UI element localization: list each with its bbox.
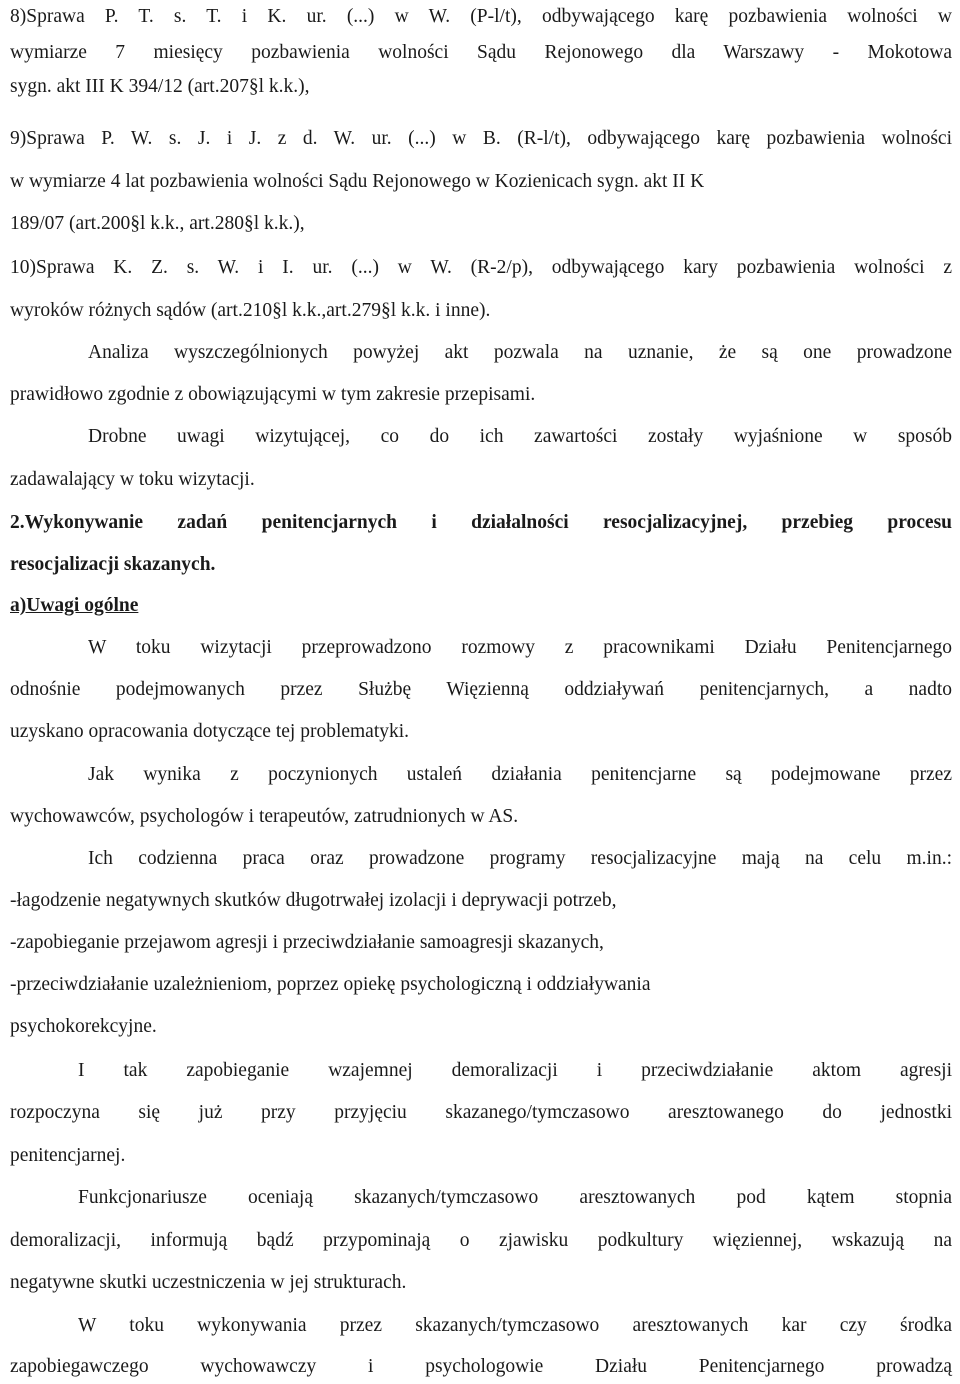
text-line: sygn. akt III K 394/12 (art.207§l k.k.), [10, 76, 310, 97]
text-line: w wymiarze 4 lat pozbawienia wolności Sądu Rejonowego w Kozienicach sygn. akt II K [10, 171, 705, 192]
text-line: I tak zapobieganie wzajemnej demoralizacji i przeciwdziałanie aktom agresji [78, 1060, 952, 1081]
text-line: W toku wykonywania przez skazanych/tymczasowo aresztowanych kar czy środka [78, 1315, 952, 1336]
text-line: Drobne uwagi wizytującej, co do ich zawartości zostały wyjaśnione w sposób [88, 426, 952, 447]
text-line: Analiza wyszczególnionych powyżej akt pozwala na uznanie, że są one prowadzone [88, 342, 952, 363]
text-line: wychowawców, psychologów i terapeutów, zatrudnionych w AS. [10, 806, 519, 827]
text-line: zapobiegawczego wychowawczy i psychologowie Działu Penitencjarnego prowadzą [10, 1356, 952, 1377]
text-line: penitencjarnej. [10, 1145, 126, 1166]
text-line: rozpoczyna się już przy przyjęciu skazanego/tymczasowo aresztowanego do jednostki [10, 1102, 952, 1123]
text-line: Funkcjonariusze oceniają skazanych/tymczasowo aresztowanych pod kątem stopnia [78, 1187, 952, 1208]
text-line: W toku wizytacji przeprowadzono rozmowy z pracownikami Działu Penitencjarnego [88, 637, 952, 658]
text-line: zadawalający w toku wizytacji. [10, 469, 255, 490]
text-line: demoralizacji, informują bądź przypominają o zjawisku podkultury więziennej, wskazują na [10, 1230, 952, 1251]
text-line: 10)Sprawa K. Z. s. W. i I. ur. (...) w W. (R-2/p), odbywającego kary pozbawienia wolności z [10, 257, 952, 278]
text-line: 9)Sprawa P. W. s. J. i J. z d. W. ur. (...) w B. (R-l/t), odbywającego karę pozbawienia wolności [10, 128, 952, 149]
list-item: -zapobieganie przejawom agresji i przeciwdziałanie samoagresji skazanych, [10, 932, 604, 953]
list-item: -łagodzenie negatywnych skutków długotrwałej izolacji i deprywacji potrzeb, [10, 890, 617, 911]
subsection-heading: a)Uwagi ogólne [10, 595, 139, 616]
text-line: 8)Sprawa P. T. s. T. i K. ur. (...) w W. (P-l/t), odbywającego karę pozbawienia wolności w [10, 6, 952, 27]
text-line: wyroków różnych sądów (art.210§l k.k.,art.279§l k.k. i inne). [10, 300, 491, 321]
text-line: uzyskano opracowania dotyczące tej problematyki. [10, 721, 410, 742]
text-line: psychokorekcyjne. [10, 1016, 157, 1037]
text-line: wymiarze 7 miesięcy pozbawienia wolności Sądu Rejonowego dla Warszawy - Mokotowa [10, 42, 952, 63]
text-line: Ich codzienna praca oraz prowadzone programy resocjalizacyjne mają na celu m.in.: [88, 848, 952, 869]
text-line: Jak wynika z poczynionych ustaleń działania penitencjarne są podejmowane przez [88, 764, 952, 785]
text-line: prawidłowo zgodnie z obowiązującymi w tym zakresie przepisami. [10, 384, 536, 405]
text-line: odnośnie podejmowanych przez Służbę Więzienną oddziaływań penitencjarnych, a nadto [10, 679, 952, 700]
section-heading: 2.Wykonywanie zadań penitencjarnych i działalności resocjalizacyjnej, przebieg procesu [10, 512, 952, 533]
section-heading: resocjalizacji skazanych. [10, 554, 216, 575]
list-item: -przeciwdziałanie uzależnieniom, poprzez opiekę psychologiczną i oddziaływania [10, 974, 651, 995]
text-line: negatywne skutki uczestniczenia w jej strukturach. [10, 1272, 407, 1293]
text-line: 189/07 (art.200§l k.k., art.280§l k.k.), [10, 213, 305, 234]
